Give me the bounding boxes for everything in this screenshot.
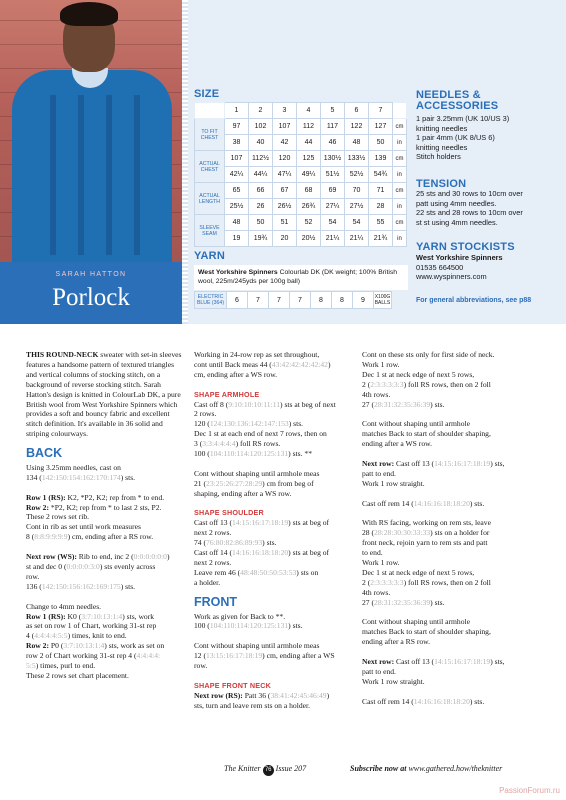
magazine-name: The Knitter: [224, 764, 261, 773]
size-cell: 19: [225, 231, 249, 247]
size-cell: 67: [273, 183, 297, 199]
yarn-ball-count: 8: [311, 292, 332, 309]
size-cell: 48: [225, 215, 249, 231]
needles-heading: NEEDLES & ACCESSORIES: [416, 89, 499, 112]
instruction: Cont without shaping until armhole matches Back to start of shoulder shaping, ending after a WS row.: [362, 419, 491, 449]
size-cell: 27½: [345, 199, 369, 215]
size-cell: 47¼: [273, 167, 297, 183]
size-cell: 44¼: [249, 167, 273, 183]
watermark: PassionForum.ru: [499, 786, 560, 795]
size-cell: 40: [249, 135, 273, 151]
column-1: [26, 350, 186, 691]
size-cell: 44: [297, 135, 321, 151]
size-cell: 20½: [297, 231, 321, 247]
instruction: Work as given for Back to **. 100 (104:110:114:120:125:131) sts.: [194, 611, 303, 631]
size-cell: 133½: [345, 151, 369, 167]
size-cell: 117: [321, 119, 345, 135]
size-cell: 112: [297, 119, 321, 135]
size-cell: 21¾: [369, 231, 393, 247]
stockist-web[interactable]: www.wyspinners.com: [416, 272, 487, 281]
shoulder-heading: SHAPE SHOULDER: [194, 508, 264, 518]
size-cell: 102: [249, 119, 273, 135]
size-cell: 55: [369, 215, 393, 231]
needles-line: 1 pair 4mm (UK 8/US 6) knitting needles: [416, 133, 495, 152]
size-unit: in: [393, 199, 407, 215]
armhole-heading: SHAPE ARMHOLE: [194, 389, 260, 399]
intro-text: sweater with set-in sleeves features a handsome pattern of textured triangles and vertical columns of stocking stitch, on a background of reverse stocking stitch. Sarah Hatton's design is knitted in ColourLab DK, a pure British wool from West Yorkshire Spinners which provides a soft and bouncy fabric and excellent stitch definition. It's available in 36 solid and striping colourways.: [26, 350, 182, 439]
size-row-label: TO FIT CHEST: [195, 119, 225, 151]
size-cell: 54: [345, 215, 369, 231]
size-header-cell: 5: [321, 103, 345, 119]
back-heading: BACK: [26, 446, 63, 461]
yarn-ball-count: 7: [269, 292, 290, 309]
yarn-ball-count: 8: [332, 292, 353, 309]
size-cell: 139: [369, 151, 393, 167]
size-unit: cm: [393, 215, 407, 231]
size-heading: SIZE: [194, 88, 220, 100]
size-cell: 28: [369, 199, 393, 215]
size-cell: 71: [369, 183, 393, 199]
instruction: Change to 4mm needles. Row 1 (RS): K0 (3:7:10:13:1:4) sts, work as set on row 1 of Chart, working 31-st rep 4 (4:4:4:4:5:5) times, knit to end. Row 2: P0 (3:7:10:13:1:4) sts, work as set on row 2 of Chart working 31-st rep 4 (4:4:4:4: 5:5) times, purl to end. These 2 rows set chart placement.: [26, 601, 165, 680]
instruction: With RS facing, working on rem sts, leave 28 (28:28:30:30:33:33) sts on a holder for front neck, rejoin yarn to rem sts and patt to end. Work 1 row. Dec 1 st at neck edge of next 5 rows, 2 (2:3:3:3:3:3) foll RS rows, then on 2 foll 4th rows. 27 (28:31:32:35:36:39) sts.: [362, 518, 491, 607]
size-cell: 50: [249, 215, 273, 231]
size-cell: 130½: [321, 151, 345, 167]
stockist-name: West Yorkshire Spinners: [416, 253, 503, 262]
footer-subscribe: [350, 764, 502, 773]
instruction: Cont without shaping until armhole matches Back to start of shoulder shaping, ending after a RS row.: [362, 617, 491, 647]
intro-paragraph: [26, 350, 186, 439]
footer-magazine: [224, 764, 306, 776]
yarn-ball-count: 7: [290, 292, 311, 309]
size-cell: 51: [273, 215, 297, 231]
size-cell: 69: [321, 183, 345, 199]
stockists-info: [416, 253, 561, 282]
yarn-ball-count: 9: [353, 292, 374, 309]
yarn-brand: West Yorkshire Spinners: [198, 269, 278, 276]
front-heading: FRONT: [194, 594, 238, 609]
stockists-heading: YARN STOCKISTS: [416, 241, 515, 253]
size-cell: 46: [321, 135, 345, 151]
size-cell: 97: [225, 119, 249, 135]
instruction: Row 1 (RS): K2, *P2, K2; rep from * to end. Row 2: *P2, K2; rep from * to last 2 sts, P2. These 2 rows set rib. Cont in rib as set until work measures 8 (8:8:9:9:9:9) cm, ending after a RS row.: [26, 492, 165, 542]
size-cell: 26¾: [297, 199, 321, 215]
pattern-title: Porlock: [52, 284, 130, 311]
instruction: Cast off rem 14 (14:16:16:18:18:20) sts.: [362, 498, 485, 508]
size-cell: 68: [297, 183, 321, 199]
column-2: [194, 350, 354, 720]
instruction: Next row: Cast off 13 (14:15:16:17:18:19) sts, patt to end. Work 1 row straight.: [362, 458, 505, 488]
size-cell: 21¼: [345, 231, 369, 247]
tension-line: 22 sts and 28 rows to 10cm over st st using 4mm needles.: [416, 208, 523, 227]
size-unit: cm: [393, 151, 407, 167]
size-cell: 49¼: [297, 167, 321, 183]
yarn-ball-count: 6: [227, 292, 248, 309]
pattern-photo: [0, 0, 182, 262]
instruction: Next row (WS): Rib to end, inc 2 (0:0:0:0:0:0) st and dec 0 (0:0:0:0:3:0) sts evenly across row. 136 (142:150:156:162:169:175) sts.: [26, 552, 170, 591]
instruction: Cast off 8 (9:10:10:10:11:11) sts at beg of next 2 rows. 120 (124:130:136:142:147:153) sts. Dec 1 st at each end of next 7 rows, then on 3 (3:3:4:4:4:4) foll RS rows. 100 (104:110:114:120:125:131) sts. **: [194, 399, 336, 459]
size-header-cell: 3: [273, 103, 297, 119]
page-number: 76: [263, 765, 274, 776]
instruction: Cont without shaping until armhole meas 12 (13:15:16:17:18:19) cm, ending after a WS row.: [194, 641, 335, 671]
instruction: Next row (RS): Patt 36 (38:41:42:45:46:49) sts, turn and leave rem sts on a holder.: [194, 690, 330, 710]
title-band: [0, 262, 182, 324]
size-unit: in: [393, 231, 407, 247]
size-unit: in: [393, 167, 407, 183]
size-cell: 125: [297, 151, 321, 167]
size-header-cell: 2: [249, 103, 273, 119]
size-cell: 48: [345, 135, 369, 151]
column-3: [362, 350, 532, 716]
yarn-color-label: ELECTRIC BLUE (364): [195, 292, 227, 309]
size-cell: 42¼: [225, 167, 249, 183]
size-cell: 21¼: [321, 231, 345, 247]
size-cell: 107: [273, 119, 297, 135]
size-cell: 52½: [345, 167, 369, 183]
yarn-desc: Colourlab DK (DK weight; 100% British wool, 225m/245yds per 100g ball): [198, 269, 398, 285]
size-header-cell: 4: [297, 103, 321, 119]
size-cell: 54: [321, 215, 345, 231]
size-row-label: ACTUAL LENGTH: [195, 183, 225, 215]
size-cell: 38: [225, 135, 249, 151]
size-cell: 54¾: [369, 167, 393, 183]
size-header-cell: 1: [225, 103, 249, 119]
issue-number: Issue 207: [275, 764, 307, 773]
designer-name: SARAH HATTON: [55, 271, 127, 278]
size-cell: 127: [369, 119, 393, 135]
needles-list: [416, 114, 561, 162]
yarn-table: [194, 291, 392, 309]
size-header-cell: 6: [345, 103, 369, 119]
size-cell: 66: [249, 183, 273, 199]
size-cell: 112½: [249, 151, 273, 167]
size-cell: 25½: [225, 199, 249, 215]
size-cell: 107: [225, 151, 249, 167]
subscribe-url[interactable]: www.gathered.how/theknitter: [408, 764, 503, 773]
size-cell: 51½: [321, 167, 345, 183]
size-unit: cm: [393, 119, 407, 135]
size-cell: 50: [369, 135, 393, 151]
instruction: Cast off 13 (14:15:16:17:18:19) sts at beg of next 2 rows. 74 (76:80:82:86:89:93) sts. Cast off 14 (14:16:16:18:18:20) sts at beg of next 2 rows. Leave rem 46 (48:48:50:50:53:53) sts on a holder.: [194, 518, 330, 587]
yarn-heading: YARN: [194, 250, 225, 262]
size-cell: 20: [273, 231, 297, 247]
instruction: Using 3.25mm needles, cast on 134 (142:150:154:162:170:174) sts.: [26, 462, 136, 482]
size-row-label: ACTUAL CHEST: [195, 151, 225, 183]
size-cell: 26½: [273, 199, 297, 215]
size-corner: [195, 103, 225, 119]
front-neck-heading: SHAPE FRONT NECK: [194, 680, 272, 690]
abbreviations-note: For general abbreviations, see p88: [416, 297, 532, 304]
size-cell: 52: [297, 215, 321, 231]
needles-line: Stitch holders: [416, 152, 461, 161]
instruction: Cont without shaping until armhole meas 21 (23:25:26:27:28:29) cm from beg of shaping, ending after a WS row.: [194, 468, 320, 498]
tension-text: [416, 189, 561, 227]
size-cell: 19¾: [249, 231, 273, 247]
size-cell: 70: [345, 183, 369, 199]
size-cell: 122: [345, 119, 369, 135]
yarn-ball-count: 7: [248, 292, 269, 309]
instruction: Working in 24-row rep as set throughout, cont until Back meas 44 (43:42:42:42:42:42) cm, ending after a WS row.: [194, 350, 331, 379]
instruction: Next row: Cast off 13 (14:15:16:17:18:19) sts, patt to end. Work 1 row straight.: [362, 657, 505, 686]
size-unit: cm: [393, 183, 407, 199]
yarn-description: [194, 265, 408, 290]
yarn-unit: X100G BALLS: [374, 292, 392, 309]
size-header-cell: 7: [369, 103, 393, 119]
instruction: Cont on these sts only for first side of neck. Work 1 row. Dec 1 st at neck edge of next 5 rows, 2 (2:3:3:3:3:3) foll RS rows, then on 2 foll 4th rows. 27 (28:31:32:35:36:39) sts.: [362, 350, 495, 409]
size-cell: 120: [273, 151, 297, 167]
subscribe-label: Subscribe now at: [350, 764, 407, 773]
size-unit: in: [393, 135, 407, 151]
intro-lead: THIS ROUND-NECK: [26, 350, 99, 359]
size-cell: 42: [273, 135, 297, 151]
instruction: Cast off rem 14 (14:16:16:18:18:20) sts.: [362, 696, 485, 706]
size-cell: 65: [225, 183, 249, 199]
size-row-label: SLEEVE SEAM: [195, 215, 225, 247]
size-corner: [393, 103, 407, 119]
tension-line: 25 sts and 30 rows to 10cm over patt using 4mm needles.: [416, 189, 523, 208]
size-cell: 26: [249, 199, 273, 215]
size-table: [194, 102, 407, 247]
stockist-phone: 01535 664500: [416, 262, 464, 272]
tension-heading: TENSION: [416, 178, 467, 190]
needles-line: 1 pair 3.25mm (UK 10/US 3) knitting needles: [416, 114, 510, 133]
size-cell: 27¼: [321, 199, 345, 215]
